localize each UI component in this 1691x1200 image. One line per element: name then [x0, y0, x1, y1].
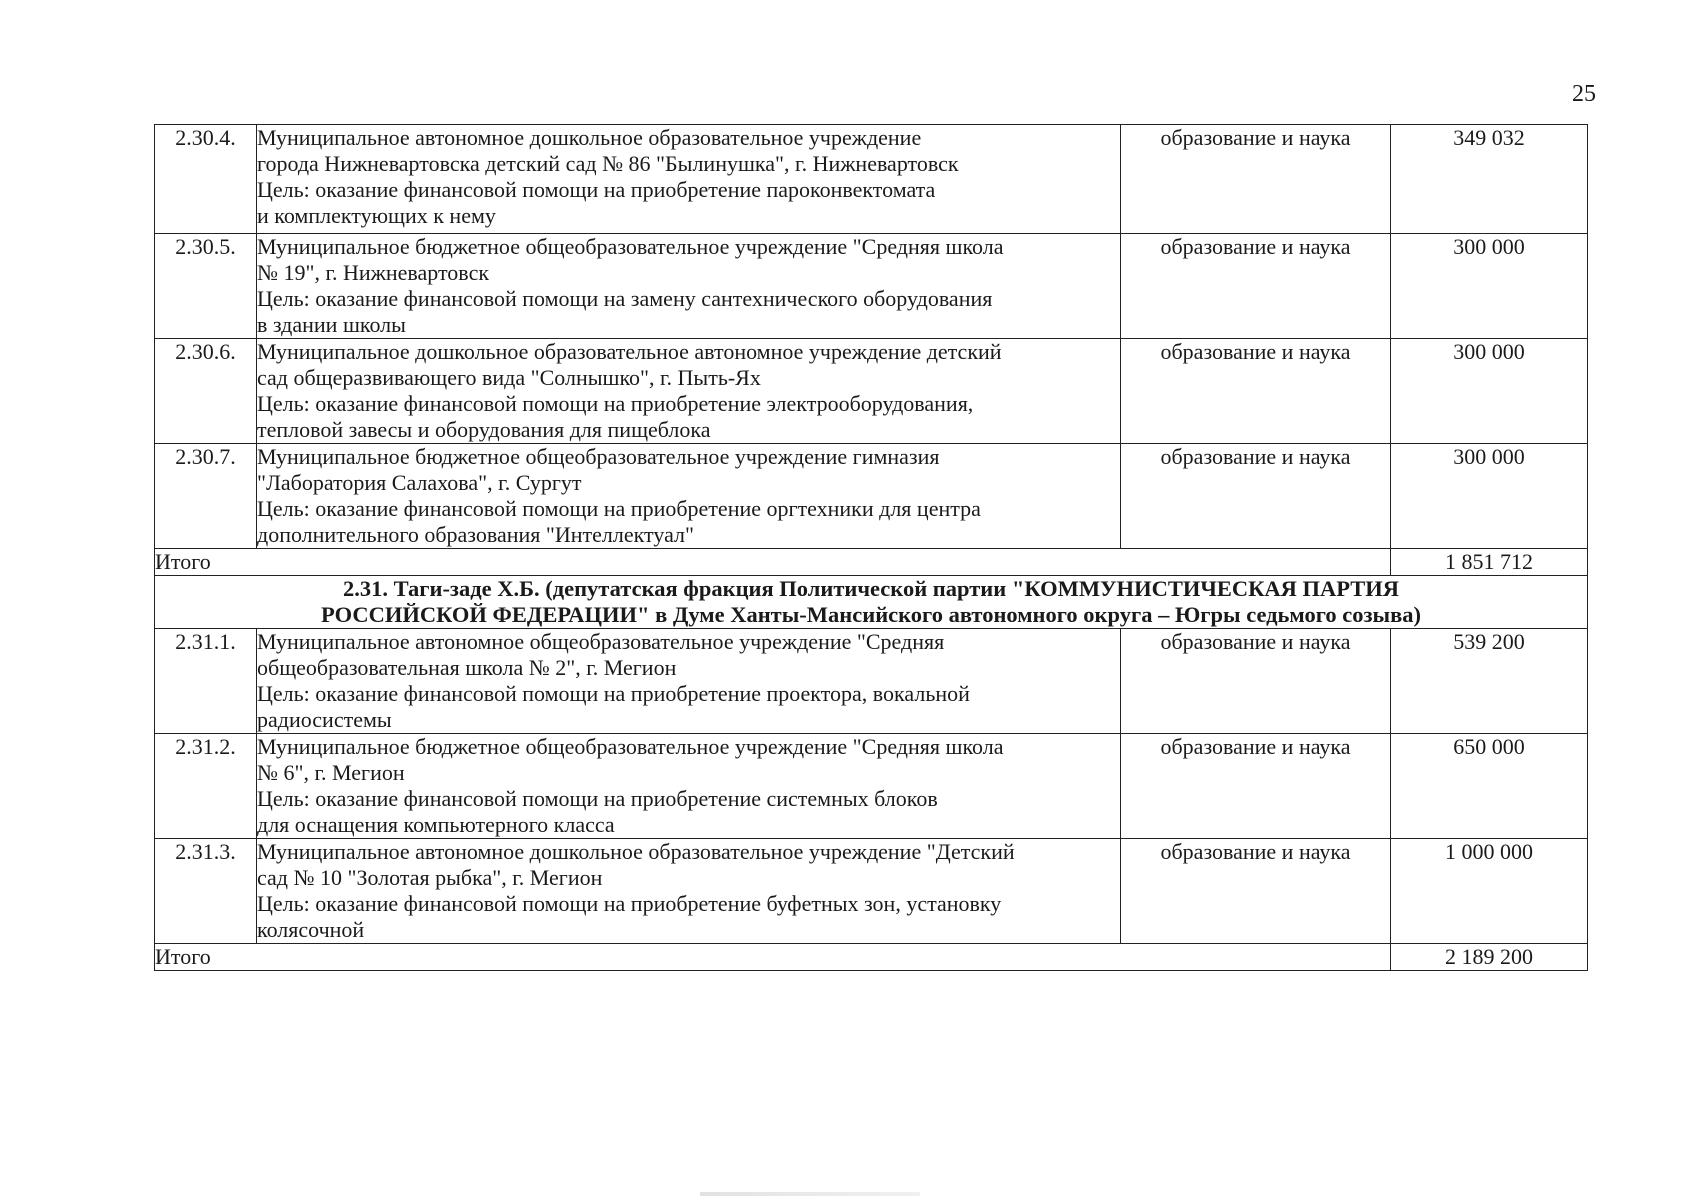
description-line: Муниципальное автономное дошкольное образовательное учреждение — [257, 125, 922, 150]
section-heading-line: 2.31. Таги-заде Х.Б. (депутатская фракция Политической партии "КОММУНИСТИЧЕСКАЯ ПАРТИЯ — [342, 576, 1400, 601]
row-amount: 300 000 — [1391, 234, 1588, 339]
description-line: Муниципальное автономное общеобразовательное учреждение "Средняя — [257, 629, 945, 654]
row-category: образование и наука — [1121, 629, 1391, 734]
row-amount: 1 000 000 — [1391, 839, 1588, 944]
description-line: Цель: оказание финансовой помощи на приобретение пароконвектомата — [257, 177, 936, 202]
row-amount: 300 000 — [1391, 339, 1588, 444]
total-label: Итого — [155, 549, 1391, 576]
row-description — [257, 629, 1121, 734]
total-label: Итого — [155, 944, 1391, 971]
description-line: Муниципальное бюджетное общеобразовательное учреждение "Средняя школа — [257, 234, 1004, 259]
description-line: Цель: оказание финансовой помощи на приобретение буфетных зон, установку — [257, 891, 1002, 916]
description-line: "Лаборатория Салахова", г. Сургут — [257, 470, 582, 495]
row-description — [257, 339, 1121, 444]
allocation-table — [154, 124, 1588, 971]
row-number: 2.30.4. — [155, 125, 257, 234]
row-category: образование и наука — [1121, 125, 1391, 234]
description-line: Муниципальное бюджетное общеобразовательное учреждение гимназия — [257, 444, 940, 469]
description-line: общеобразовательная школа № 2", г. Мегион — [257, 655, 677, 680]
description-line: Цель: оказание финансовой помощи на приобретение оргтехники для центра — [257, 496, 981, 521]
row-description — [257, 444, 1121, 549]
description-line: № 6", г. Мегион — [257, 760, 405, 785]
row-number: 2.31.2. — [155, 734, 257, 839]
row-amount: 300 000 — [1391, 444, 1588, 549]
description-line: Цель: оказание финансовой помощи на приобретение проектора, вокальной — [257, 681, 970, 706]
row-number: 2.30.6. — [155, 339, 257, 444]
row-description — [257, 234, 1121, 339]
description-line: Муниципальное бюджетное общеобразовательное учреждение "Средняя школа — [257, 734, 1004, 759]
description-line: сад № 10 "Золотая рыбка", г. Мегион — [257, 865, 603, 890]
description-line: радиосистемы — [257, 707, 392, 732]
row-number: 2.30.7. — [155, 444, 257, 549]
row-category: образование и наука — [1121, 339, 1391, 444]
total-amount: 2 189 200 — [1391, 944, 1588, 971]
page-number: 25 — [1572, 81, 1596, 107]
row-category: образование и наука — [1121, 444, 1391, 549]
total-row — [155, 944, 1588, 971]
description-line: и комплектующих к нему — [257, 203, 496, 228]
table-row — [155, 444, 1588, 549]
description-line: Цель: оказание финансовой помощи на приобретение электрооборудования, — [257, 391, 974, 416]
row-amount: 539 200 — [1391, 629, 1588, 734]
total-row — [155, 549, 1588, 576]
table-row — [155, 125, 1588, 234]
description-line: для оснащения компьютерного класса — [257, 812, 615, 837]
section-heading-line: РОССИЙСКОЙ ФЕДЕРАЦИИ" в Думе Ханты-Мансийского автономного округа – Югры седьмого созыва) — [321, 602, 1421, 627]
description-line: Муниципальное дошкольное образовательное автономное учреждение детский — [257, 339, 1002, 364]
description-line: № 19", г. Нижневартовск — [257, 260, 490, 285]
row-amount: 650 000 — [1391, 734, 1588, 839]
row-description — [257, 125, 1121, 234]
description-line: Цель: оказание финансовой помощи на приобретение системных блоков — [257, 786, 938, 811]
scan-artifact — [700, 1192, 920, 1196]
description-line: колясочной — [257, 917, 365, 942]
row-amount: 349 032 — [1391, 125, 1588, 234]
row-category: образование и наука — [1121, 734, 1391, 839]
section-heading-row — [155, 576, 1588, 629]
table-row — [155, 734, 1588, 839]
table-row — [155, 839, 1588, 944]
row-number: 2.30.5. — [155, 234, 257, 339]
description-line: Цель: оказание финансовой помощи на замену сантехнического оборудования — [257, 286, 993, 311]
total-amount: 1 851 712 — [1391, 549, 1588, 576]
table-row — [155, 234, 1588, 339]
row-description — [257, 734, 1121, 839]
table-row — [155, 629, 1588, 734]
row-number: 2.31.3. — [155, 839, 257, 944]
row-category: образование и наука — [1121, 234, 1391, 339]
row-description — [257, 839, 1121, 944]
section-heading — [155, 576, 1588, 629]
description-line: дополнительного образования "Интеллектуал" — [257, 522, 694, 547]
row-category: образование и наука — [1121, 839, 1391, 944]
table-row — [155, 339, 1588, 444]
row-number: 2.31.1. — [155, 629, 257, 734]
description-line: сад общеразвивающего вида "Солнышко", г. Пыть-Ях — [257, 365, 761, 390]
description-line: тепловой завесы и оборудования для пищеблока — [257, 417, 711, 442]
description-line: Муниципальное автономное дошкольное образовательное учреждение "Детский — [257, 839, 1015, 864]
description-line: в здании школы — [257, 312, 406, 337]
description-line: города Нижневартовска детский сад № 86 "Былинушка", г. Нижневартовск — [257, 151, 959, 176]
